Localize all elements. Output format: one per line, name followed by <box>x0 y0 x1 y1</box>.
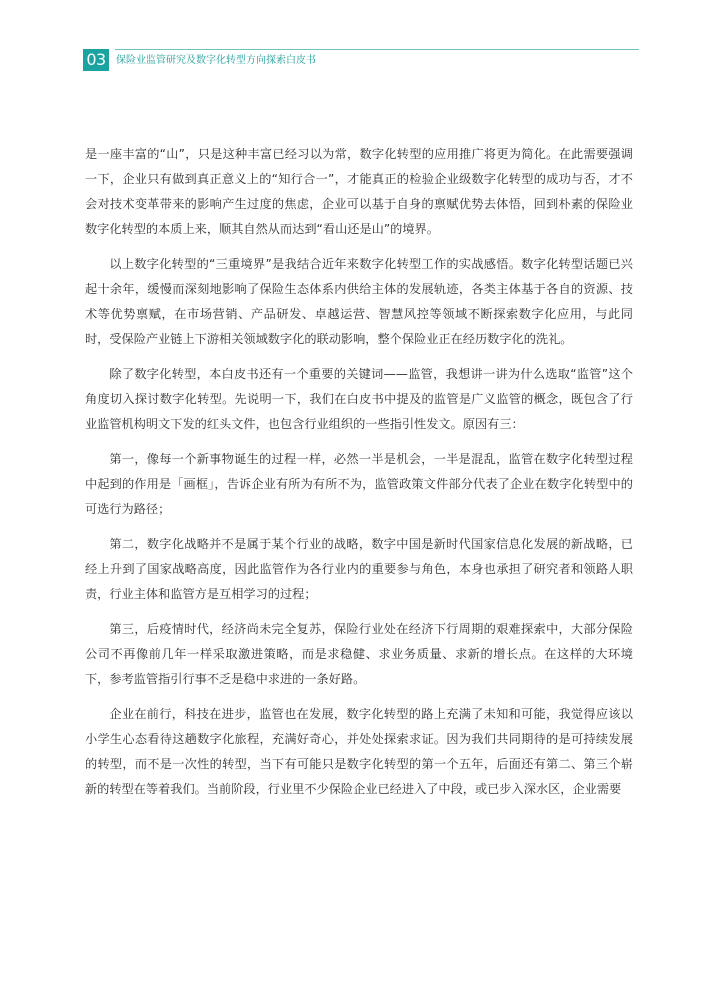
paragraph-moving-forward: 企业在前行，科技在进步，监管也在发展，数字化转型的路上充满了未知和可能，我觉得应该以小学生心态看待这趟数字化旅程，充满好奇心，并处处探索求证。因为我们共同期待的是可持续发展的转型，而不是一次性的转型，当下有可能只是数字化转型的第一个五年，后面还有第二、第三个崭新的转型在等着我们。当前阶段，行业里不少保险企业已经进入了中段，或已步入深水区，企业需要 <box>85 707 633 796</box>
paragraph-reason-three: 第三，后疫情时代，经济尚未完全复苏，保险行业处在经济下行周期的艰难探索中，大部分保险公司不再像前几年一样采取激进策略，而是求稳健、求业务质量、求新的增长点。在这样的大环境下，参考监管指引行事不乏是稳中求进的一条好路。 <box>85 622 633 686</box>
header-divider <box>115 49 639 50</box>
paragraph-reason-two: 第二，数字化战略并不是属于某个行业的战略，数字中国是新时代国家信息化发展的新战略，已经上升到了国家战略高度，因此监管作为各行业内的重要参与角色，本身也承担了研究者和领路人职责，行业主体和监管方是互相学习的过程； <box>85 537 633 601</box>
paragraph-reason-one: 第一，像每一个新事物诞生的过程一样，必然一半是机会，一半是混乱，监管在数字化转型过程中起到的作用是「画框」，告诉企业有所为有所不为，监管政策文件部分代表了企业在数字化转型中的可选行为路径； <box>85 452 633 516</box>
document-title: 保险业监管研究及数字化转型方向探索白皮书 <box>116 55 316 66</box>
page-header <box>83 49 639 71</box>
paragraph-continuation: 是一座丰富的“山”，只是这种丰富已经习以为常，数字化转型的应用推广将更为简化。在此需要强调一下，企业只有做到真正意义上的“知行合一”，才能真正的检验企业级数字化转型的成功与否，才不会对技术变革带来的影响产生过度的焦虑，企业可以基于自身的禀赋优势去体悟，回到朴素的保险业数字化转型的本质上来，顺其自然从而达到“看山还是山”的境界。 <box>85 147 633 236</box>
body-content <box>85 142 633 812</box>
section-number-badge: 03 <box>83 49 109 71</box>
paragraph-three-realms: 以上数字化转型的“三重境界”是我结合近年来数字化转型工作的实战感悟。数字化转型话题已兴起十余年，缓慢而深刻地影响了保险生态体系内供给主体的发展轨迹，各类主体基于各自的资源、技术等优势禀赋，在市场营销、产品研发、卓越运营、智慧风控等领域不断探索数字化应用，与此同时，受保险产业链上下游相关领域数字化的联动影响，整个保险业正在经历数字化的洗礼。 <box>85 257 633 346</box>
paragraph-regulation-keyword: 除了数字化转型，本白皮书还有一个重要的关键词——监管，我想讲一讲为什么选取“监管”这个角度切入探讨数字化转型。先说明一下，我们在白皮书中提及的监管是广义监管的概念，既包含了行业监管机构明文下发的红头文件，也包含行业组织的一些指引性发文。原因有三： <box>85 367 633 431</box>
